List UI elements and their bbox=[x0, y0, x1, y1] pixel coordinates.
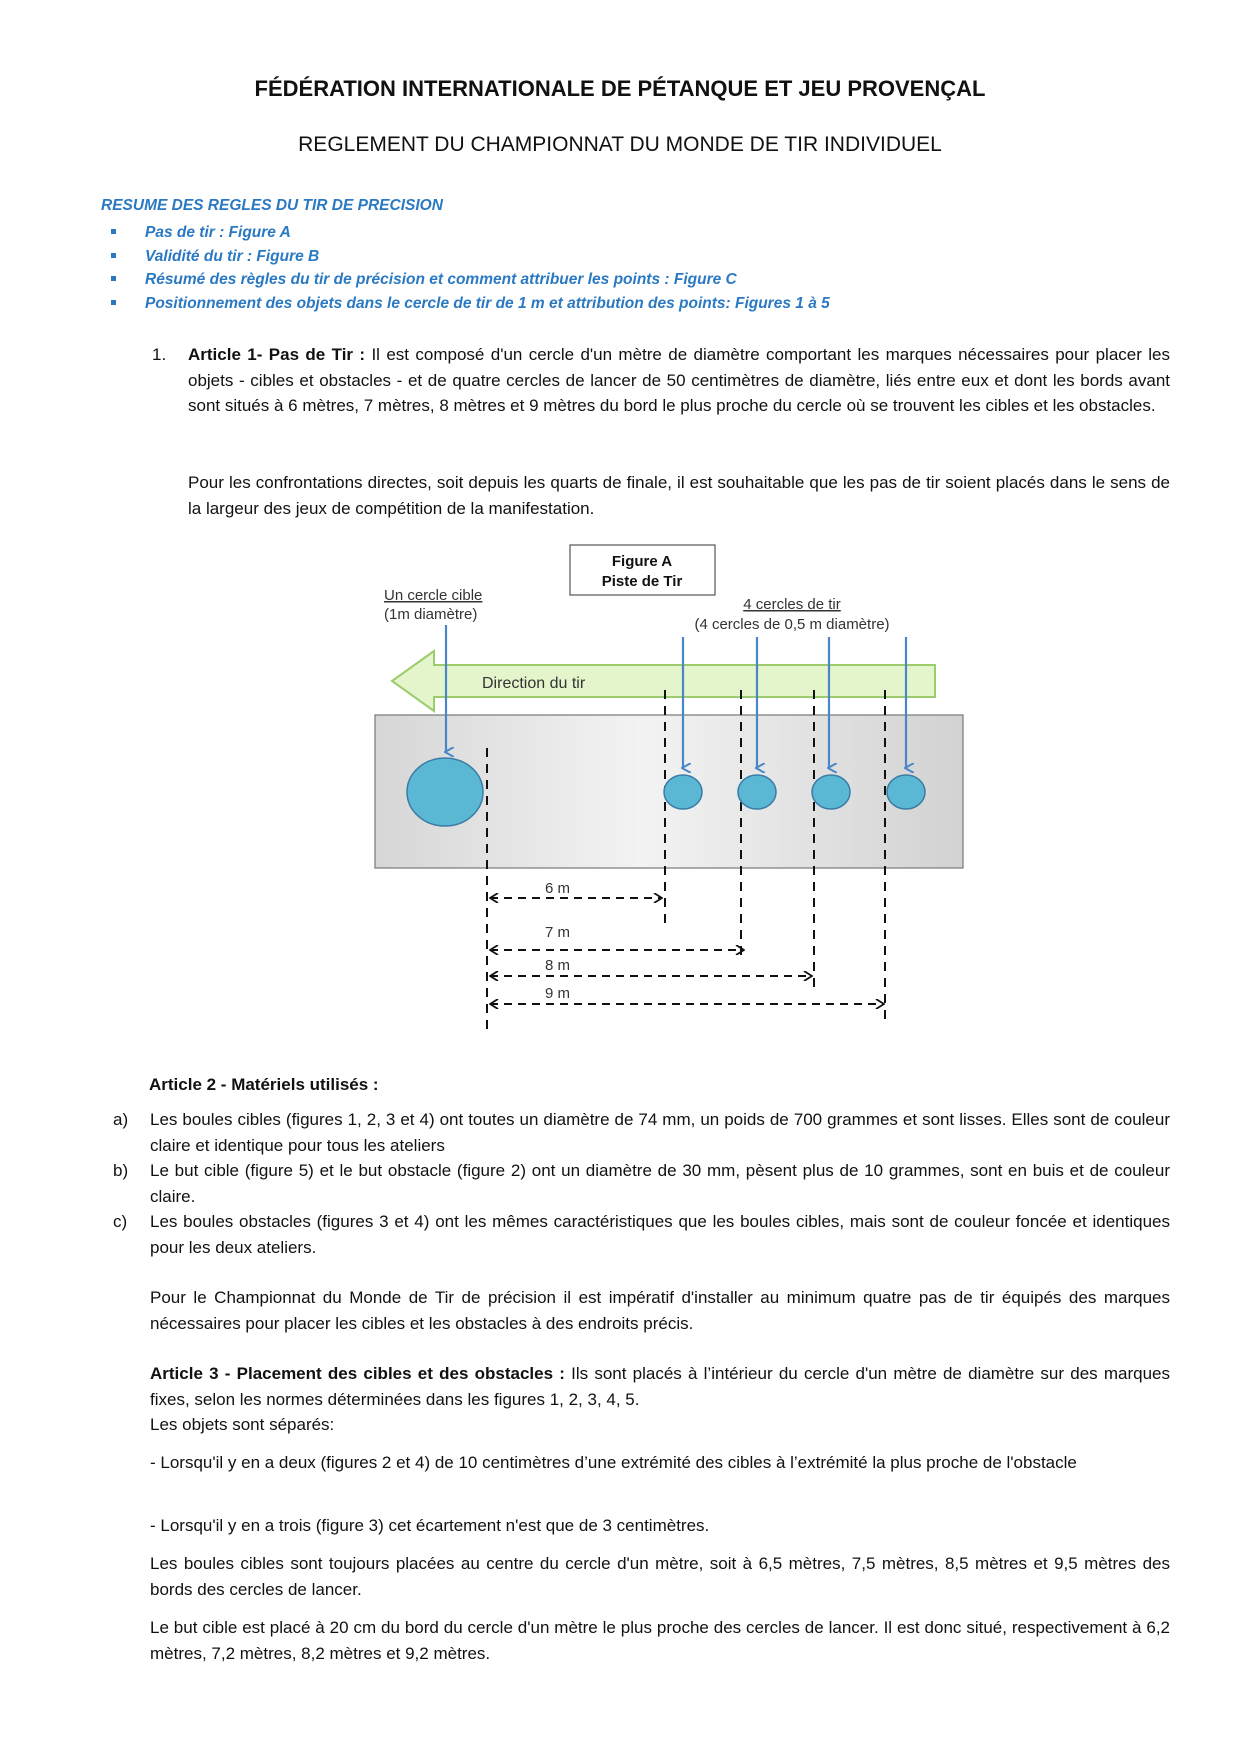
figure-subtitle: Piste de Tir bbox=[601, 573, 683, 590]
direction-arrow bbox=[392, 651, 935, 711]
article1-number: 1. bbox=[152, 345, 167, 364]
distance-label-9m: 9 m bbox=[545, 985, 571, 1002]
article3-title: Article 3 - Placement des cibles et des obstacles : bbox=[150, 1364, 565, 1383]
article3-line2: Les objets sont séparés: bbox=[150, 1415, 335, 1434]
summary-list bbox=[101, 221, 830, 315]
list-label-a: a) bbox=[113, 1110, 129, 1129]
article3-p2: - Lorsqu'il y en a trois (figure 3) cet écartement n'est que de 3 centimètres. bbox=[150, 1516, 710, 1535]
throw-circles-label: 4 cercles de tir bbox=[743, 596, 841, 613]
throw-circle-7m bbox=[738, 775, 776, 809]
article3-p3: Les boules cibles sont toujours placées au centre du cercle d'un mètre, soit à 6,5 mètres, 7,5 mètres, 8,5 mètres et 9,5 mètres des bords des cercles de lancer. bbox=[150, 1554, 1170, 1599]
list-label-b: b) bbox=[113, 1161, 129, 1180]
article3-paragraph bbox=[150, 1361, 1170, 1412]
summary-item: Pas de tir : Figure A bbox=[101, 221, 830, 245]
target-circle-label: Un cercle cible bbox=[384, 587, 483, 604]
summary-item: Validité du tir : Figure B bbox=[101, 245, 830, 269]
summary-section bbox=[101, 197, 830, 315]
summary-heading: RESUME DES REGLES DU TIR DE PRECISION bbox=[101, 197, 443, 214]
throw-circle-9m bbox=[887, 775, 925, 809]
figure-title: Figure A bbox=[611, 553, 673, 570]
document-title: FÉDÉRATION INTERNATIONALE DE PÉTANQUE ET JEU PROVENÇAL bbox=[254, 76, 986, 101]
article3-text: Ils sont placés à l’intérieur du cercle d'un mètre de diamètre sur des marques fixes, selon les normes déterminées dans les figures 1, 2, 3, 4, 5. bbox=[150, 1364, 1171, 1409]
figure-a-diagram bbox=[0, 540, 1240, 1040]
list-item-a: Les boules cibles (figures 1, 2, 3 et 4) ont toutes un diamètre de 74 mm, un poids de 700 grammes et sont lisses. Elles sont de couleur claire et identique pour tous les ateliers bbox=[150, 1110, 1170, 1155]
target-circle-label-2: (1m diamètre) bbox=[384, 606, 478, 623]
list-item-b: Le but cible (figure 5) et le but obstacle (figure 2) ont un diamètre de 30 mm, pèsent plus de 10 grammes, sont en buis et de couleur claire. bbox=[150, 1161, 1170, 1206]
distance-label-7m: 7 m bbox=[545, 924, 571, 941]
article1-paragraph bbox=[188, 342, 1170, 419]
throw-circle-6m bbox=[664, 775, 702, 809]
article1-text: Il est composé d'un cercle d'un mètre de diamètre comportant les marques nécessaires pour placer les objets - cibles et obstacles - et de quatre cercles de lancer de 50 centimètres de diamètre, liés entre eux et dont les bords avant sont situés à 6 mètres, 7 mètres, 8 mètres et 9 mètres du bord le plus proche du cercle où se trouvent les cibles et les obstacles. bbox=[188, 345, 1170, 415]
list-label-c: c) bbox=[113, 1212, 128, 1231]
article3-p1: - Lorsqu'il y en a deux (figures 2 et 4) de 10 centimètres d’une extrémité des cibles à l’extrémité la plus proche de l'obstacle bbox=[150, 1453, 1077, 1472]
article3-p4: Le but cible est placé à 20 cm du bord du cercle d'un mètre le plus proche des cercles de lancer. Il est donc situé, respectivement à 6,2 mètres, 7,2 mètres, 8,2 mètres et 9,2 mètres. bbox=[150, 1618, 1170, 1663]
distance-label-8m: 8 m bbox=[545, 957, 571, 974]
article1-paragraph-2: Pour les confrontations directes, soit depuis les quarts de finale, il est souhaitable que les pas de tir soient placés dans le sens de la largeur des jeux de compétition de la manifestation. bbox=[188, 473, 1170, 518]
document-subtitle: REGLEMENT DU CHAMPIONNAT DU MONDE DE TIR INDIVIDUEL bbox=[298, 133, 942, 156]
summary-item: Résumé des règles du tir de précision et comment attribuer les points : Figure C bbox=[101, 268, 830, 292]
summary-item: Positionnement des objets dans le cercle de tir de 1 m et attribution des points: Figures 1 à 5 bbox=[101, 292, 830, 316]
throw-circle-8m bbox=[812, 775, 850, 809]
target-circle bbox=[407, 758, 483, 826]
article2-heading: Article 2 - Matériels utilisés : bbox=[149, 1075, 379, 1094]
distance-label-6m: 6 m bbox=[545, 880, 571, 897]
throw-circles-label-2: (4 cercles de 0,5 m diamètre) bbox=[694, 616, 890, 633]
article2-note: Pour le Championnat du Monde de Tir de précision il est impératif d'installer au minimum quatre pas de tir équipés des marques nécessaires pour placer les cibles et les obstacles à des endroits précis. bbox=[150, 1288, 1170, 1333]
direction-label: Direction du tir bbox=[482, 675, 586, 692]
list-item-c: Les boules obstacles (figures 3 et 4) ont les mêmes caractéristiques que les boules cibles, mais sont de couleur foncée et identiques pour les deux ateliers. bbox=[150, 1212, 1170, 1257]
article1-title: Article 1- Pas de Tir : bbox=[188, 345, 366, 364]
